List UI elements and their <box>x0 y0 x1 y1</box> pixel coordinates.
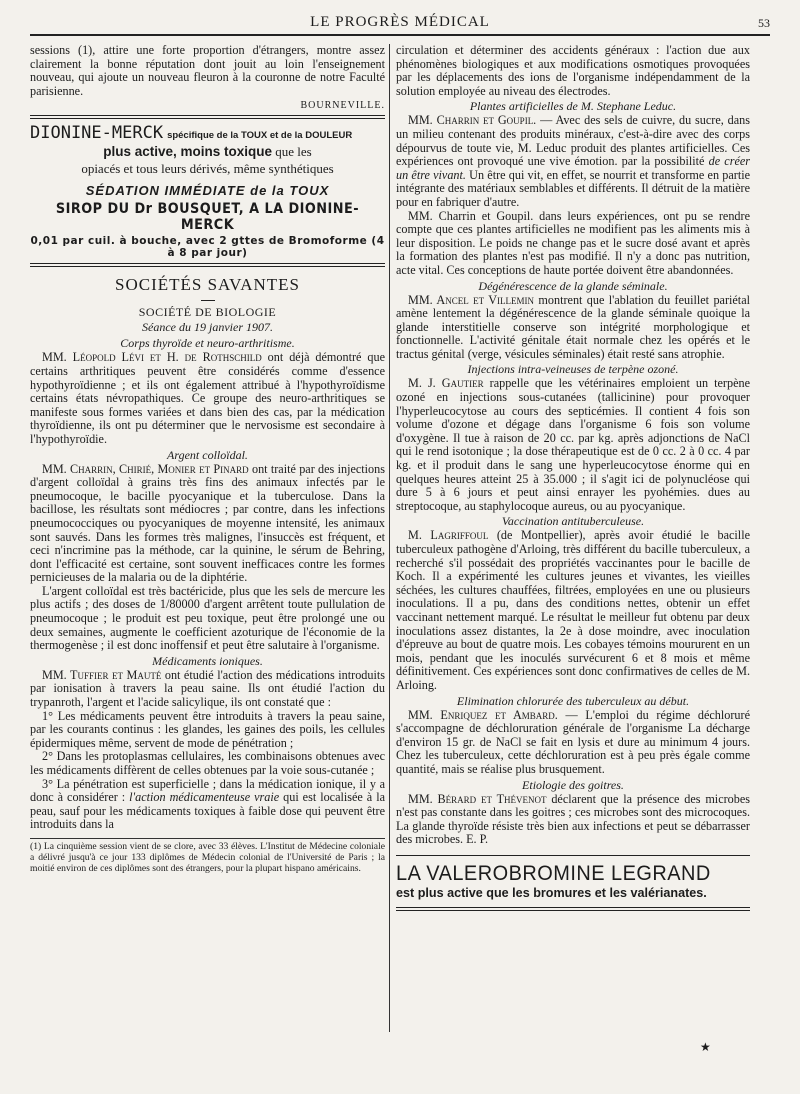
ad-dosage: 0,01 par cuil. à bouche, avec 2 gttes de Bromoforme (4 à 8 par jour) <box>30 235 385 260</box>
signature: BOURNEVILLE. <box>300 100 385 112</box>
double-rule <box>30 115 385 119</box>
paragraph-medic-1: MM. Tuffier et Mauté ont étudié l'action des médications introduits par ionisation à travers la peau saine. Ils ont étudié l'action du trypanroth, l'argent et l'acide salicylique, ils ont constaté que : <box>30 667 385 710</box>
paragraph-vaccination: M. Lagriffoul (de Montpellier), après avoir étudié le bacille tuberculeux pathogène d'Arloing, très différent du bacille tuberculeux, a recherché s'il possédait des propriétés vaccinantes pour le bacille de Koch. Il a expérimenté les cultures jeunes et vivantes, les vieilles séchées, les cultures chauffées, filtrées, employées en une ou plusieurs inoculations. Il a pu, dans des conditions nettes, obtenir un effet vaccinant nettement marqué. Le résultat le meilleur fut obtenu par deux inoculations assez distantes, la 2e à dose moindre, avec inoculation d'épreuve au bout de quatre mois. Les cobayes témoins moururent en un mois, pendant que les inoculés survécurent 6 et 8 mois et même définitivement. Ces expériences sont donc confirmatives de celles de M. Arloing. <box>396 528 750 692</box>
star-icon: ★ <box>700 1040 711 1054</box>
subheading-etiologie: Etiologie des goitres. <box>522 777 624 792</box>
paragraph-thyroide: MM. Léopold Lévi et H. de Rothschild ont déjà démontré que certains arthritiques peuvent être considérés comme d'essence hypothyroïdienne ; et ils ont également attribué à l'hypothyroïdisme certains états névropathiques. Ce groupe des neuro-arthritiques se manifeste sous formes variées et dans bien des cas, par la médication thyroïdienne, ils ont pu déterminer que le nervosisme est secondaire à l'hypothyroïdie. <box>30 350 385 446</box>
ad-brand: DIONINE-MERCK <box>30 123 164 144</box>
left-column <box>30 44 385 874</box>
ad-line-2: opiacés et tous leurs dérivés, même synthétiques <box>81 161 334 177</box>
ad-sirop-name: SIROP DU Dr BOUSQUET, A LA DIONINE-MERCK <box>55 201 360 234</box>
intro-paragraph: sessions (1), attire une forte proportion d'étrangers, montre assez clairement la bonne réputation dont jouit au loin l'enseignement nouveau, qui ajoute un nouveau fleuron à la couronne de notre Faculté parisienne. <box>30 43 385 98</box>
society-title: SOCIÉTÉ DE BIOLOGIE <box>138 305 277 320</box>
page-header <box>30 12 770 36</box>
ad-valero-text: est plus active que les bromures et les valérianates. <box>396 885 707 900</box>
footnote: (1) La cinquième session vient de se clore, avec 33 élèves. L'Institut de Médecine coloniale a délivré jusqu'à ce jour 133 diplômes de Médecin colonial de l'Université de Paris ; la moitié environ de ces diplômes sont des étrangers, pour la plupart hispano américains. <box>30 840 385 874</box>
paragraph-degenerescence: MM. Ancel et Villemin montrent que l'ablation du feuillet pariétal amène lentement la dégénérescence de la glande séminale quoique la glande interstitielle conserve son intégrité morphologique et fonctionnelle. L'activité génitale était normale chez les opérés et le tractus génital (verge, vésicules séminales) était resté sans atrophie. <box>396 292 750 361</box>
paragraph-elimination: MM. Enriquez et Ambard. — L'emploi du régime déchloruré s'accompagne de déchloruration générale de l'organisme La décharge d'environ 15 gr. de NaCl se fait en lysis et dure au minimum 4 jours. Chez les tuberculeux, cette déchloruration est à peu près égale comme quantité, mais se réalise plus brusquement. <box>396 707 750 776</box>
subheading-injections: Injections intra-veineuses de terpène ozoné. <box>467 362 679 377</box>
paragraph-medic-4: 3° La pénétration est superficielle ; dans la médication ionique, il y a donc à considérer : l'action médicamenteuse vraie qui est localisée à la peau, sauf pour les médicaments toxiques à faible dose qui peuvent être introduits dans la <box>30 776 385 832</box>
double-rule <box>396 907 750 911</box>
paragraph-argent-1: MM. Charrin, Chirié, Monier et Pinard ont traité par des injections d'argent colloïdal à grains très fins des animaux infectés par le pneumocoque, le bacille pyocyanique et la tuberculose. Dans la bacillose, les résultats sont médiocres ; par contre, dans les infections pneumococciques ou pyocyaniques de moyenne intensité, les animaux sont sauvés. Dans les formes très malignes, l'insuccès est fréquent, et ceci n'incrimine pas la méthode, car la quinine, le sérum de Behring, dont l'efficacité est certaine, sont souvent inefficaces contre les formes pernicieuses de la malaria ou de la diphtérie. <box>30 461 385 585</box>
paragraph-medic-3: 2° Dans les protoplasmas cellulaires, les combinaisons obtenues avec les médicaments diffèrent de celles obtenues par la voie sous-cutanée ; <box>30 749 385 777</box>
subheading-thyroide: Corps thyroïde et neuro-arthritisme. <box>120 336 295 351</box>
section-dash <box>201 300 215 301</box>
journal-title: LE PROGRÈS MÉDICAL <box>310 14 490 30</box>
ad-specific: spécifique de la TOUX et de la DOULEUR <box>167 130 353 142</box>
subheading-elimination: Elimination chlorurée des tuberculeux au début. <box>456 693 690 708</box>
page-number: 53 <box>758 16 770 30</box>
subheading-plantes: Plantes artificielles de M. Stephane Leduc. <box>469 99 677 114</box>
right-column <box>396 44 750 915</box>
ad-sedation: SÉDATION IMMÉDIATE de la TOUX <box>85 183 330 199</box>
column-divider <box>389 44 390 1032</box>
subheading-medicaments: Médicaments ioniques. <box>152 653 263 668</box>
subheading-argent: Argent colloïdal. <box>167 447 248 462</box>
paragraph-argent-2: L'argent colloïdal est très bactéricide, plus que les sels de mercure les plus actifs ; des doses de 1/80000 d'argent arrêtent toute pullulation de pneumocoque ; le produit est peu toxique, peut être prolongé une ou deux semaines, augmente le coefficient azoturique de l'économie de la thermogenèse ; il est donc inoffensif et peut être salutaire à l'organisme. <box>30 583 385 653</box>
article-signature: E. P. <box>466 832 489 847</box>
ad-line-1: plus active, moins toxique que les <box>103 144 312 160</box>
session-date: Séance du 19 janvier 1907. <box>142 320 273 335</box>
paragraph-continuation: circulation et déterminer des accidents généraux : l'action due aux phénomènes biologiques et aux modifications osmotiques provoquées par les déplacements des ions de l'organisme indépendamment de la solution employée au niveau des électrodes. <box>396 43 750 98</box>
ad-valero-brand: LA VALEROBROMINE LEGRAND <box>396 861 711 885</box>
footnote-rule <box>30 838 385 839</box>
advertisement-valerobromine <box>396 855 750 911</box>
paragraph-injections: M. J. Gautier rappelle que les vétérinaires emploient un terpène ozoné en injections sous-cutanées (tallicinine) pour provoquer l'hyperleucocytose au cours des septicémies. Il contient 4 fois son volume d'ozone et dégage dans l'organisme 6 fois son volume d'oxygène. Il tue à raison de 20 cc. par kg. après adjonctions de NaCl qui le rend isotonique ; la dose thérapeutique est de 0 cc. 2 à 0 cc. 4 par kg. et il produit dans le sang une hyperleucocytose énorme qui en quelques heures atteint 25 à 35.000 ; il s'agit ici de polynucléose qui dure 5 à 6 jours et peut ainsi enrayer les pyohémies. dues au streptocoque, au staphylocoque aureus, ou au pyocyanique. <box>396 376 750 513</box>
section-title: SOCIÉTÉS SAVANTES <box>115 275 300 295</box>
subheading-degenerescence: Dégénérescence de la glande séminale. <box>478 278 668 293</box>
ad-sirop-block <box>30 183 385 259</box>
paragraph-plantes-2: MM. Charrin et Goupil. dans leurs expériences, ont pu se rendre compte que ces plantes artificielles ne modifient pas les aliments mis à leur disposition. Le poids ne change pas et le sucre dosé avant et après la formation des plantes n'est pas modifié. Il n'y a donc pas nutrition, acte vital. Ces conceptions de haute portée doivent être abandonnées. <box>396 208 750 277</box>
advertisement-dionine <box>30 123 385 177</box>
paragraph-etiologie: MM. Bérard et Thévenot déclarent que la présence des microbes n'est pas constante dans les goitres ; ces microbes sont des microcoques. La glande thyroïde résiste très bien aux infections et peut se débarrasser des microbes. E. P. <box>396 791 750 847</box>
subheading-vaccination: Vaccination antituberculeuse. <box>501 514 645 529</box>
double-rule <box>30 263 385 267</box>
paragraph-medic-2: 1° Les médicaments peuvent être introduits à travers la peau saine, par les courants continus : les glandes, les gaines des poils, les cellules épidermiques même, servent de mode de pénétration ; <box>30 708 385 750</box>
paragraph-plantes-1: MM. Charrin et Goupil. — Avec des sels de cuivre, du sucre, dans un milieu contenant des produits minéraux, c'est-à-dire avec des corps dépourvus de toute vie, M. Leduc produit des plantes artificielles. Ces expériences ont provoqué une vive émotion. par la possibilité de créer un être vivant. Un être qui vit, en effet, se nourrit et transforme en partie intégrante des matériaux semblables et différents. Il détruit de la matière pour en fabriquer d'autre. <box>396 113 751 209</box>
